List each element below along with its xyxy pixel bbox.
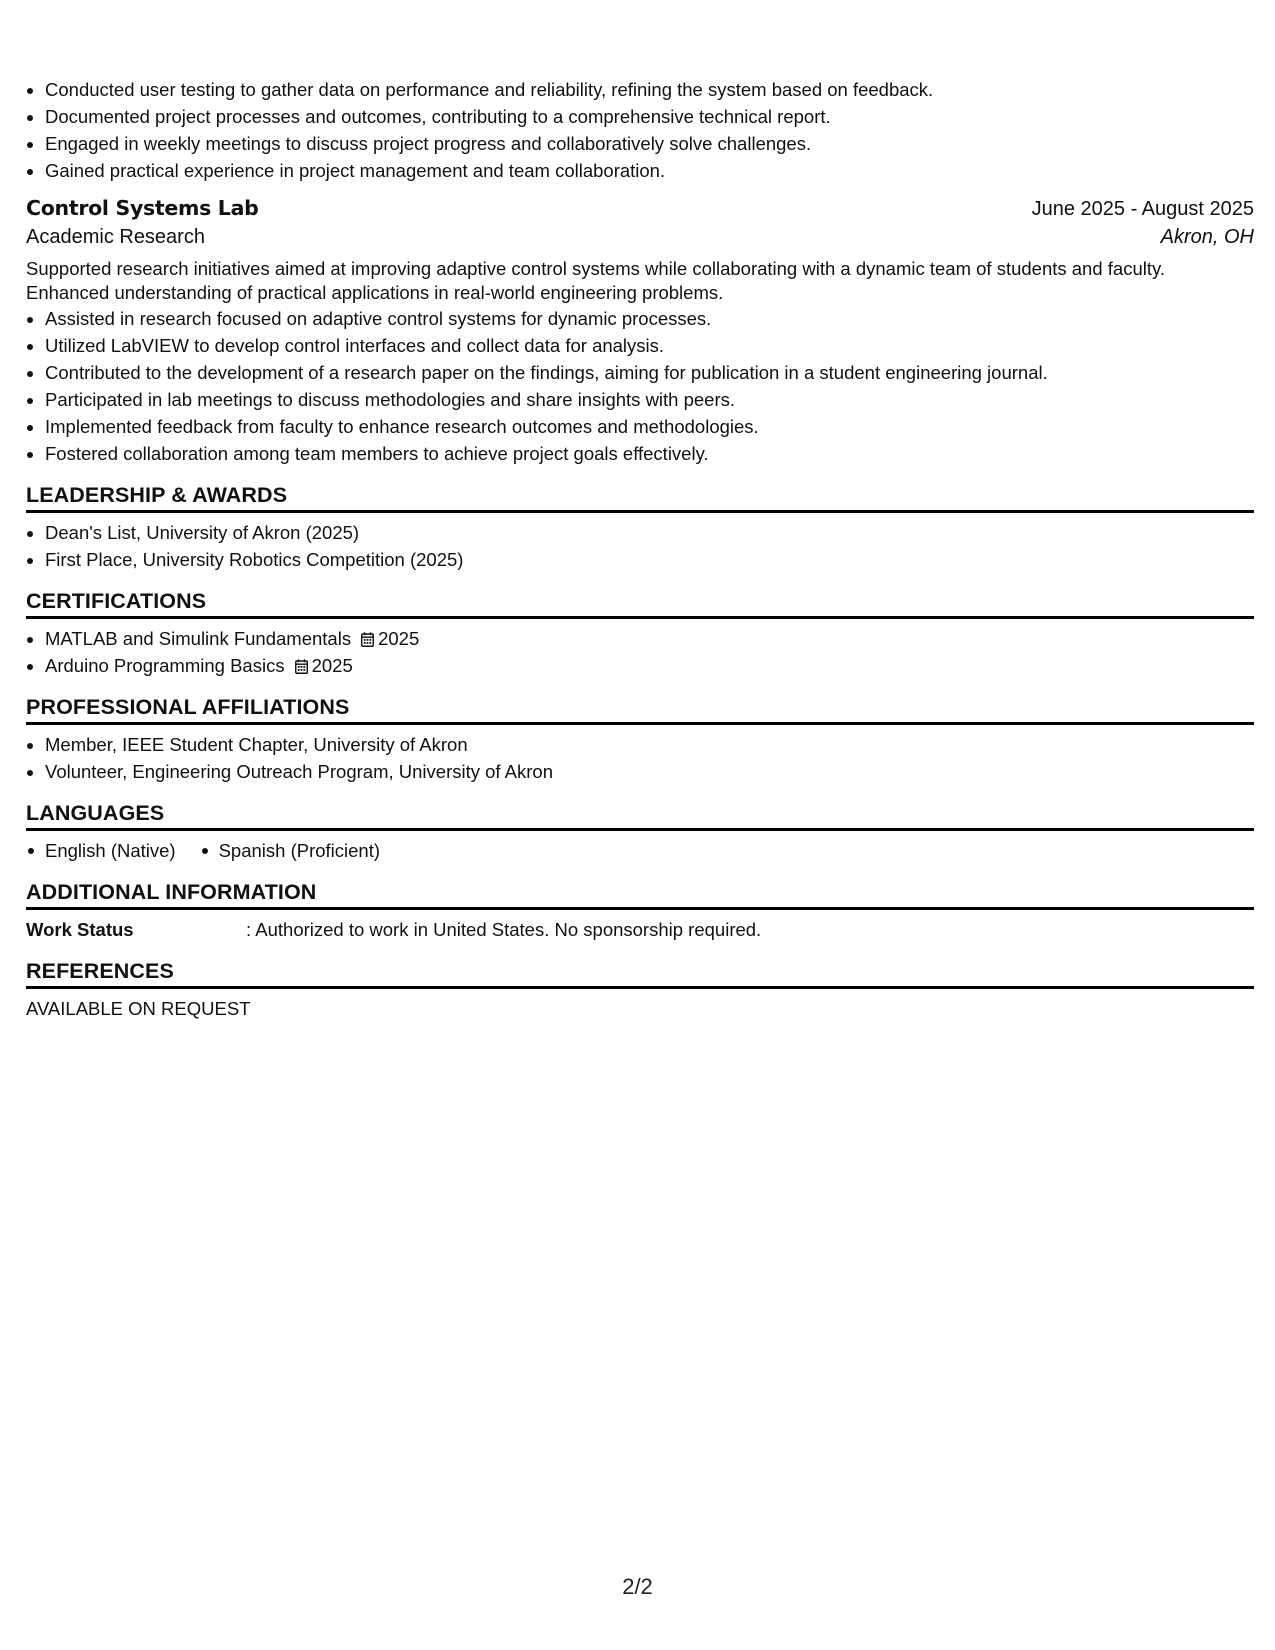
- certification-year: 2025: [378, 628, 420, 649]
- certifications-list: [26, 625, 1254, 679]
- section-title: REFERENCES: [26, 957, 1254, 989]
- role-location: Akron, OH: [1160, 226, 1254, 248]
- certification-name: MATLAB and Simulink Fundamentals: [45, 628, 352, 649]
- experience-entry: [26, 196, 1254, 467]
- list-item: • Volunteer, Engineering Outreach Program, University of Akron: [45, 758, 1254, 785]
- list-item: • Fostered collaboration among team members to achieve project goals effectively.: [45, 440, 1254, 467]
- list-item: • Conducted user testing to gather data on performance and reliability, refining the system based on feedback.: [45, 76, 1254, 103]
- list-item: • Assisted in research focused on adaptive control systems for dynamic processes.: [45, 305, 1254, 332]
- section-title: ADDITIONAL INFORMATION: [26, 878, 1254, 910]
- affiliations-list: [26, 731, 1254, 785]
- references-text: AVAILABLE ON REQUEST: [26, 998, 251, 1019]
- list-item: Spanish (Proficient): [200, 837, 380, 864]
- list-item: • Dean's List, University of Akron (2025): [45, 519, 1254, 546]
- section-certifications: [26, 587, 1254, 679]
- work-status-value: : Authorized to work in United States. No sponsorship required.: [246, 919, 762, 940]
- work-status-row: [26, 916, 1254, 943]
- list-item: • Contributed to the development of a research paper on the findings, aiming for publication in a student engineering journal.: [45, 359, 1254, 386]
- leadership-list: [26, 519, 1254, 573]
- role-summary: [26, 257, 1254, 305]
- certification-name: Arduino Programming Basics: [45, 655, 285, 676]
- list-item: English (Native): [26, 837, 176, 864]
- prior-role-bullets: [26, 76, 1254, 184]
- summary-line: Enhanced understanding of practical applications in real-world engineering problems.: [26, 282, 724, 303]
- list-item: • Engaged in weekly meetings to discuss project progress and collaboratively solve challenges.: [45, 130, 1254, 157]
- role-type: Academic Research: [26, 226, 205, 248]
- calendar-icon: [295, 659, 308, 674]
- calendar-icon: [361, 632, 374, 647]
- list-item: • Implemented feedback from faculty to enhance research outcomes and methodologies.: [45, 413, 1254, 440]
- section-affiliations: [26, 693, 1254, 785]
- languages-list: [26, 837, 1254, 864]
- section-leadership: [26, 481, 1254, 573]
- section-languages: [26, 799, 1254, 864]
- list-item: • Utilized LabVIEW to develop control interfaces and collect data for analysis.: [45, 332, 1254, 359]
- section-title: LANGUAGES: [26, 799, 1254, 831]
- certification-year: 2025: [311, 655, 353, 676]
- list-item: [45, 652, 1254, 679]
- summary-line: Supported research initiatives aimed at improving adaptive control systems while collaborating with a dynamic team of students and faculty.: [26, 258, 1166, 279]
- work-status-label: Work Status: [26, 919, 134, 940]
- list-item: • Member, IEEE Student Chapter, University of Akron: [45, 731, 1254, 758]
- section-title: PROFESSIONAL AFFILIATIONS: [26, 693, 1254, 725]
- list-item: [45, 625, 1254, 652]
- page-number: 2/2: [622, 1574, 653, 1599]
- section-references: [26, 957, 1254, 1022]
- resume-page: [26, 76, 1254, 1022]
- section-additional-information: [26, 878, 1254, 943]
- list-item: • First Place, University Robotics Competition (2025): [45, 546, 1254, 573]
- role-bullets: [26, 305, 1254, 467]
- role-dates: June 2025 - August 2025: [1031, 198, 1254, 220]
- role-name: Control Systems Lab: [26, 196, 259, 220]
- list-item: • Documented project processes and outcomes, contributing to a comprehensive technical report.: [45, 103, 1254, 130]
- role-subheader: [26, 226, 1254, 249]
- section-title: LEADERSHIP & AWARDS: [26, 481, 1254, 513]
- section-title: CERTIFICATIONS: [26, 587, 1254, 619]
- role-header: [26, 196, 1254, 221]
- list-item: • Participated in lab meetings to discuss methodologies and share insights with peers.: [45, 386, 1254, 413]
- list-item: • Gained practical experience in project management and team collaboration.: [45, 157, 1254, 184]
